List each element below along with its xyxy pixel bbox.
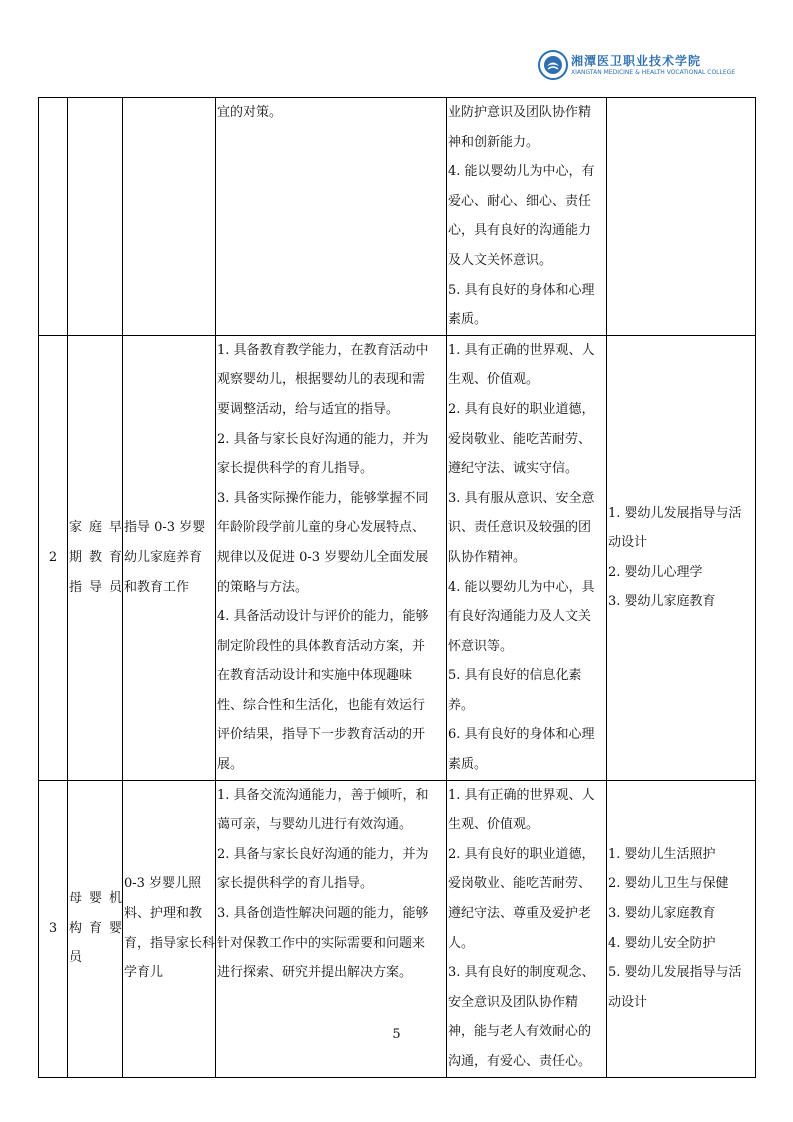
job-title-cell (68, 98, 123, 336)
work-scope-line: 学育儿 (124, 965, 164, 981)
quality-requirements-cell (447, 98, 607, 336)
quality-requirements-line: 神，能与老人有效耐心的 (448, 1024, 592, 1040)
ability-requirements-line: 3. 具备创造性解决问题的能力，能够 (217, 906, 429, 922)
quality-requirements-line: 安全意识及团队协作精 (448, 994, 579, 1010)
ability-requirements-line: 的策略与方法。 (217, 579, 309, 595)
core-courses-cell (607, 335, 756, 780)
quality-requirements-line: 6. 具有良好的身体和心理 (448, 727, 595, 743)
quality-requirements-line: 怀意识等。 (448, 638, 514, 654)
ability-requirements-cell (216, 335, 447, 780)
quality-requirements-line: 生观、价值观。 (448, 372, 540, 388)
quality-requirements-line: 队协作精神。 (448, 549, 527, 565)
quality-requirements-line: 4. 能以婴幼儿为中心，有 (448, 164, 595, 180)
quality-requirements-line: 生观、价值观。 (448, 817, 540, 833)
ability-requirements-line: 展。 (217, 757, 244, 773)
ability-requirements-line: 家长提供科学的育儿指导。 (217, 461, 374, 477)
quality-requirements-line: 素质。 (448, 757, 488, 773)
quality-requirements-cell (447, 335, 607, 780)
quality-requirements-line: 遵纪守法、诚实守信。 (448, 461, 579, 477)
quality-requirements-line: 养。 (448, 697, 475, 713)
ability-requirements-line: 观察婴幼儿，根据婴幼儿的表现和需 (217, 372, 426, 388)
row-number-cell (39, 335, 68, 780)
job-title-cell (68, 335, 123, 780)
row-number: 2 (48, 550, 58, 566)
work-scope-line: 料、护理和教 (124, 906, 203, 922)
job-title-line: 家庭早 (69, 520, 122, 536)
row-number-cell (39, 98, 68, 336)
work-scope-line: 指导 0-3 岁婴 (124, 520, 206, 536)
quality-requirements-line: 4. 能以婴幼儿为中心，具 (448, 579, 595, 595)
quality-requirements-line: 神和创新能力。 (448, 134, 540, 150)
school-emblem-icon (538, 50, 568, 80)
row-number: 3 (48, 921, 58, 937)
ability-requirements-cell (216, 98, 447, 336)
work-scope-line: 幼儿家庭养育 (124, 549, 203, 565)
school-name-en: XIANGTAN MEDICINE & HEALTH VOCATIONAL COLLEGE (571, 69, 736, 76)
core-courses-line: 5. 婴幼儿发展指导与活 (608, 965, 742, 981)
core-courses-cell (607, 98, 756, 336)
quality-requirements-line: 3. 具有服从意识、安全意 (448, 490, 595, 506)
table-row (39, 335, 756, 780)
work-scope-line: 育，指导家长科 (124, 935, 215, 951)
ability-requirements-line: 在教育活动设计和实施中体现趣味 (217, 668, 413, 684)
core-courses-line: 2. 婴幼儿卫生与保健 (608, 876, 729, 892)
ability-requirements-line: 针对保教工作中的实际需要和问题来 (217, 935, 426, 951)
ability-requirements-line: 评价结果，指导下一步教育活动的开 (217, 727, 426, 743)
core-courses-line: 4. 婴幼儿安全防护 (608, 935, 716, 951)
quality-requirements-line: 3. 具有良好的制度观念、 (448, 965, 595, 981)
ability-requirements-line: 家长提供科学的育儿指导。 (217, 876, 374, 892)
ability-requirements-line: 要调整活动，给与适宜的指导。 (217, 401, 400, 417)
quality-requirements-line: 5. 具有良好的信息化素 (448, 668, 582, 684)
school-logo (538, 50, 738, 86)
work-scope-line: 和教育工作 (124, 579, 190, 595)
core-courses-line: 2. 婴幼儿心理学 (608, 564, 703, 580)
core-courses-line: 1. 婴幼儿发展指导与活 (608, 505, 742, 521)
ability-requirements-line: 年龄阶段学前儿童的身心发展特点、 (217, 520, 426, 536)
ability-requirements-line: 1. 具备交流沟通能力，善于倾听，和 (217, 787, 429, 803)
ability-requirements-line: 蔼可亲，与婴幼儿进行有效沟通。 (217, 817, 413, 833)
ability-requirements-line: 性、综合性和生活化，也能有效运行 (217, 697, 426, 713)
career-table (38, 97, 756, 1078)
ability-requirements-line: 2. 具备与家长良好沟通的能力，并为 (217, 846, 429, 862)
job-title-line: 指导员 (69, 579, 122, 595)
core-courses-line: 3. 婴幼儿家庭教育 (608, 594, 716, 610)
core-courses-line: 动设计 (608, 535, 648, 551)
work-scope-cell (123, 98, 216, 336)
job-title-line: 构育婴 (69, 920, 122, 936)
ability-requirements-line: 1. 具备教育教学能力，在教育活动中 (217, 342, 429, 358)
job-title-line: 母婴机 (69, 891, 122, 907)
quality-requirements-line: 及人文关怀意识。 (448, 252, 553, 268)
quality-requirements-line: 业防护意识及团队协作精 (448, 105, 592, 120)
school-name: 湘潭医卫职业技术学院 (571, 54, 702, 68)
quality-requirements-line: 1. 具有正确的世界观、人 (448, 787, 595, 803)
quality-requirements-line: 遵纪守法、尊重及爱护老 (448, 906, 592, 922)
quality-requirements-line: 2. 具有良好的职业道德， (448, 401, 595, 417)
job-title-line: 员 (69, 950, 83, 966)
quality-requirements-line: 素质。 (448, 312, 488, 328)
ability-requirements-line: 规律以及促进 0-3 岁婴幼儿全面发展 (217, 549, 429, 565)
table-row (39, 98, 756, 336)
quality-requirements-line: 1. 具有正确的世界观、人 (448, 342, 595, 358)
ability-requirements-line: 宜的对策。 (217, 105, 283, 120)
core-courses-line: 1. 婴幼儿生活照护 (608, 846, 716, 862)
ability-requirements-line: 制定阶段性的具体教育活动方案，并 (217, 638, 426, 654)
quality-requirements-line: 爱岗敬业、能吃苦耐劳、 (448, 431, 592, 447)
quality-requirements-line: 5. 具有良好的身体和心理 (448, 282, 595, 298)
quality-requirements-line: 有良好沟通能力及人文关 (448, 609, 592, 625)
quality-requirements-line: 爱岗敬业、能吃苦耐劳、 (448, 876, 592, 892)
core-courses-line: 3. 婴幼儿家庭教育 (608, 906, 716, 922)
page-number: 5 (392, 1027, 401, 1042)
quality-requirements-line: 人。 (448, 935, 475, 951)
quality-requirements-line: 心，具有良好的沟通能力 (448, 223, 592, 239)
ability-requirements-line: 4. 具备活动设计与评价的能力，能够 (217, 609, 429, 625)
work-scope-line: 0-3 岁婴儿照 (124, 876, 202, 892)
ability-requirements-line: 3. 具备实际操作能力，能够掌握不同 (217, 490, 429, 506)
quality-requirements-line: 沟通，有爱心、责任心。 (448, 1054, 592, 1069)
ability-requirements-line: 进行探索、研究并提出解决方案。 (217, 965, 413, 981)
ability-requirements-line: 2. 具备与家长良好沟通的能力，并为 (217, 431, 429, 447)
job-title-line: 期教育 (69, 549, 122, 565)
work-scope-cell (123, 335, 216, 780)
quality-requirements-line: 爱心、耐心、细心、责任 (448, 193, 592, 209)
core-courses-line: 动设计 (608, 994, 648, 1010)
quality-requirements-line: 识、责任意识及较强的团 (448, 520, 592, 536)
quality-requirements-line: 2. 具有良好的职业道德， (448, 846, 595, 862)
